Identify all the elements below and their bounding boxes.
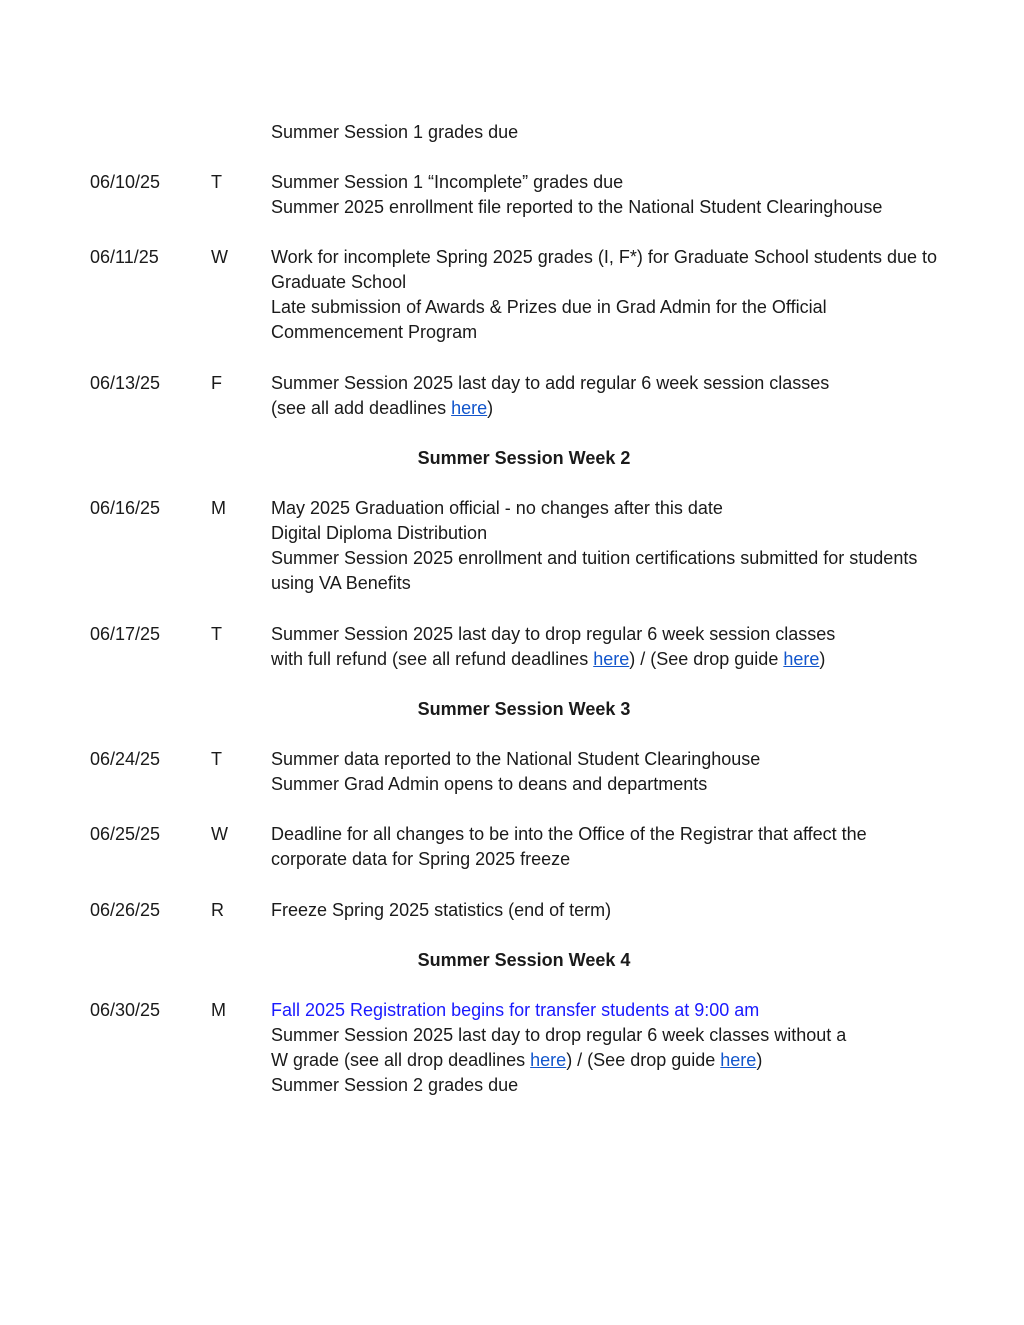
entry-date: 06/10/25 bbox=[90, 172, 161, 192]
entry-line: Summer Session 1 “Incomplete” grades due bbox=[271, 172, 624, 192]
entry-date: 06/24/25 bbox=[90, 749, 161, 769]
entry-description bbox=[271, 622, 961, 672]
entry-date: 06/25/25 bbox=[90, 824, 161, 844]
entry-line: Deadline for all changes to be into the Office of the Registrar that affect the corporate data for Spring 2025 freeze bbox=[271, 824, 867, 869]
entry-description bbox=[271, 371, 961, 421]
note-text: W grade (see all drop deadlines bbox=[271, 1050, 531, 1070]
note-text: ) bbox=[756, 1050, 763, 1070]
entry-line: Summer Session 2025 enrollment and tuition certifications submitted for students using VA Benefits bbox=[271, 548, 918, 593]
refund-deadlines-note bbox=[271, 647, 961, 672]
note-text: with full refund (see all refund deadlines bbox=[271, 649, 594, 669]
entry-line: Summer Session 2025 last day to drop regular 6 week classes without a bbox=[271, 1025, 847, 1045]
week-heading: Summer Session Week 4 bbox=[417, 950, 631, 970]
entry-line: Summer 2025 enrollment file reported to the National Student Clearinghouse bbox=[271, 197, 883, 217]
entry-line: Summer data reported to the National Student Clearinghouse bbox=[271, 749, 761, 769]
entry-day: R bbox=[211, 900, 224, 920]
entry-day: M bbox=[211, 498, 226, 518]
entry-date: 06/26/25 bbox=[90, 900, 161, 920]
entry-date: 06/16/25 bbox=[90, 498, 161, 518]
entry-line: Summer Session 2025 last day to add regular 6 week session classes bbox=[271, 373, 830, 393]
entry-description bbox=[271, 998, 961, 1098]
drop-deadlines-link[interactable]: here bbox=[530, 1050, 567, 1070]
add-deadlines-note bbox=[271, 396, 961, 421]
note-text: ) / (See drop guide bbox=[566, 1050, 721, 1070]
entry-day: W bbox=[211, 247, 228, 267]
week-heading: Summer Session Week 2 bbox=[417, 448, 631, 468]
entry-day: T bbox=[211, 749, 222, 769]
entry-description bbox=[271, 245, 961, 345]
entry-line: Work for incomplete Spring 2025 grades (I, F*) for Graduate School students due to Graduate School bbox=[271, 247, 938, 292]
entry-line: May 2025 Graduation official - no changes after this date bbox=[271, 498, 723, 518]
entry-description bbox=[271, 822, 891, 872]
entry-line: Summer Grad Admin opens to deans and departments bbox=[271, 774, 708, 794]
entry-description bbox=[271, 898, 961, 923]
entry-date: 06/30/25 bbox=[90, 1000, 161, 1020]
entry-day: W bbox=[211, 824, 228, 844]
note-text: ) / (See drop guide bbox=[629, 649, 784, 669]
entry-line: Summer Session 2 grades due bbox=[271, 1075, 519, 1095]
entry-line: Summer Session 2025 last day to drop regular 6 week session classes bbox=[271, 624, 836, 644]
note-text: ) bbox=[819, 649, 826, 669]
entry-line: Digital Diploma Distribution bbox=[271, 523, 488, 543]
week-heading: Summer Session Week 3 bbox=[417, 699, 631, 719]
entry-date: 06/13/25 bbox=[90, 373, 161, 393]
entry-day: F bbox=[211, 373, 222, 393]
entry-day: T bbox=[211, 624, 222, 644]
entry-line: Freeze Spring 2025 statistics (end of term) bbox=[271, 900, 612, 920]
note-text: (see all add deadlines bbox=[271, 398, 452, 418]
entry-description bbox=[271, 170, 961, 220]
entry-date: 06/17/25 bbox=[90, 624, 161, 644]
entry-day: T bbox=[211, 172, 222, 192]
add-deadlines-link[interactable]: here bbox=[451, 398, 488, 418]
drop-guide-link[interactable]: here bbox=[783, 649, 820, 669]
entry-date: 06/11/25 bbox=[90, 247, 159, 267]
drop-deadlines-note bbox=[271, 1048, 961, 1073]
registration-highlight: Fall 2025 Registration begins for transfer students at 9:00 am bbox=[271, 1000, 760, 1020]
entry-line: Late submission of Awards & Prizes due in Grad Admin for the Official Commencement Program bbox=[271, 297, 827, 342]
entry-day: M bbox=[211, 1000, 226, 1020]
entry-description bbox=[271, 120, 961, 145]
note-text: ) bbox=[487, 398, 494, 418]
drop-guide-link[interactable]: here bbox=[720, 1050, 757, 1070]
entry-line: Summer Session 1 grades due bbox=[271, 122, 519, 142]
entry-description bbox=[271, 747, 961, 797]
refund-deadlines-link[interactable]: here bbox=[593, 649, 630, 669]
entry-description bbox=[271, 496, 941, 596]
